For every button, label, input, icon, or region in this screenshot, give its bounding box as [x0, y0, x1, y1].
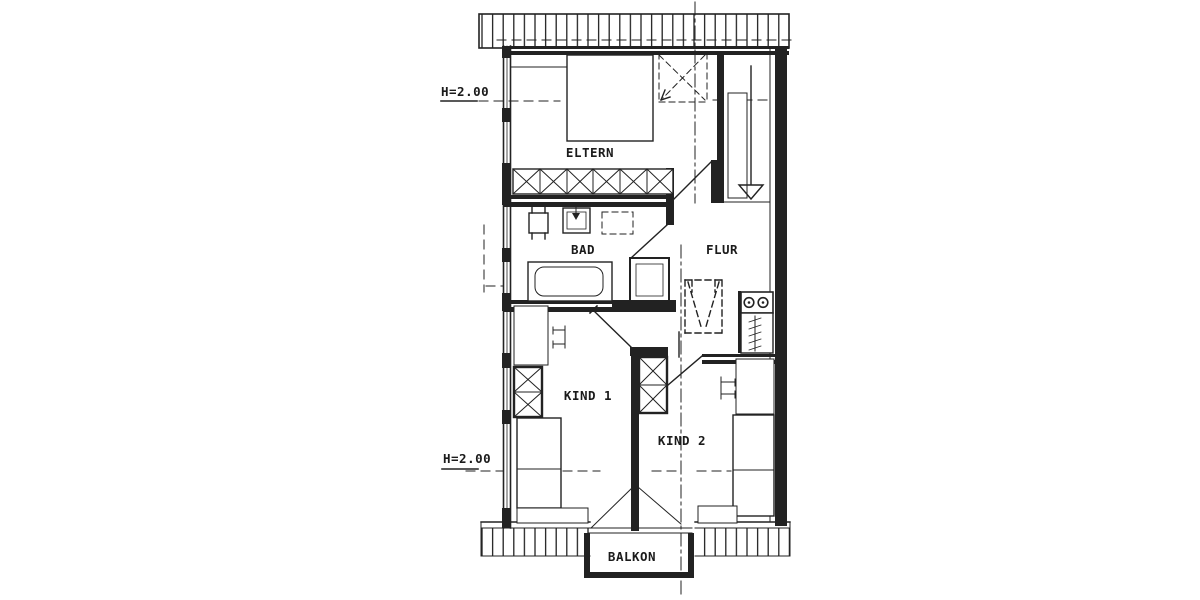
- cabinet-kind1: [517, 508, 588, 523]
- staircase: [711, 52, 770, 203]
- door-kind1: [590, 306, 631, 347]
- desk-kind1: [553, 326, 565, 348]
- double-bed-symbol: [567, 55, 653, 141]
- wardrobe-band: [513, 169, 673, 194]
- kitchenette-symbol: [738, 291, 773, 353]
- room-flur: [685, 280, 773, 353]
- height-label-top: H=2.00: [441, 84, 490, 99]
- room-label-kind2: KIND 2: [657, 433, 707, 448]
- cabinet-kind2: [698, 506, 737, 523]
- desk-kind2: [721, 377, 735, 399]
- door-kind2: [668, 356, 702, 385]
- room-label-kind1: KIND 1: [563, 388, 613, 403]
- height-label-bottom: H=2.00: [443, 451, 492, 466]
- wardrobe-kind2: [736, 359, 774, 414]
- skylight-dashed-outline: [659, 53, 707, 102]
- door-eltern: [674, 162, 711, 199]
- bed-kind1: [517, 418, 561, 508]
- washbasin-symbol: [563, 206, 590, 233]
- height-marker-top: [441, 84, 489, 101]
- room-label-flur: FLUR: [705, 242, 739, 257]
- room-label-balkon: BALKON: [607, 549, 657, 564]
- shelf-hatch: [741, 313, 773, 353]
- exterior-wall-top: [502, 46, 789, 55]
- room-label-bad: BAD: [570, 242, 596, 257]
- chimney-center: [639, 357, 667, 413]
- bathtub-symbol: [528, 262, 612, 301]
- wardrobe-kind1: [514, 306, 548, 365]
- height-marker-bottom: [442, 451, 491, 469]
- room-eltern: [511, 55, 653, 141]
- exterior-wall-left: [502, 46, 511, 528]
- axis-dash-left: [484, 225, 503, 292]
- appliance-dashed-outline: [602, 212, 633, 234]
- roof-eave-bottom-left: [481, 522, 590, 556]
- room-label-eltern: ELTERN: [565, 145, 615, 160]
- room-bad: [528, 206, 669, 301]
- shower-symbol: [630, 258, 669, 301]
- wardrobe-dashed-outline: [685, 280, 722, 333]
- room-kind2: [698, 359, 774, 523]
- toilet-symbol: [529, 207, 548, 239]
- roof-eave-bottom-right: [695, 522, 790, 556]
- roof-eave-top: [479, 14, 795, 48]
- door-bad: [631, 225, 667, 258]
- chimney-left: [514, 367, 542, 417]
- wall-bad-north: [504, 195, 674, 207]
- bed-kind2: [733, 415, 774, 516]
